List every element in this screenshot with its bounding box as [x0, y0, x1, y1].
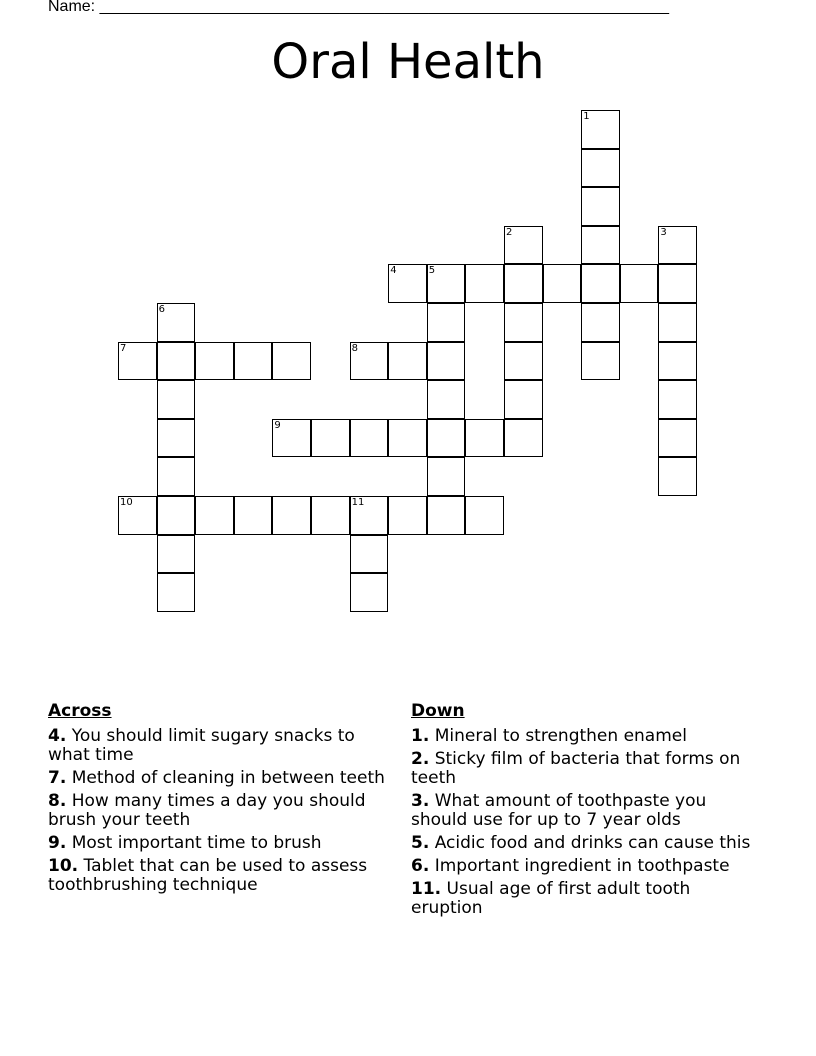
- grid-cell[interactable]: [157, 457, 196, 496]
- down-clue: [411, 880, 761, 918]
- grid-cell[interactable]: [658, 264, 697, 303]
- grid-cell[interactable]: [388, 342, 427, 381]
- clue-text: How many times a day you should brush your teeth: [48, 791, 366, 830]
- across-clue-list: [48, 727, 393, 895]
- clue-number-label: 3.: [411, 791, 430, 811]
- clue-number: 6: [158, 304, 165, 315]
- grid-cell[interactable]: [427, 457, 466, 496]
- clue-text: Most important time to brush: [66, 833, 322, 853]
- grid-cell[interactable]: [157, 303, 196, 342]
- down-clue: [411, 857, 761, 876]
- grid-cell[interactable]: [195, 342, 234, 381]
- grid-cell[interactable]: [157, 535, 196, 574]
- grid-cell[interactable]: [581, 226, 620, 265]
- clue-text: Mineral to strengthen enamel: [429, 726, 687, 746]
- clue-text: Usual age of first adult tooth eruption: [411, 879, 691, 918]
- across-heading: Across: [48, 701, 112, 721]
- grid-cell[interactable]: [157, 419, 196, 458]
- grid-cell[interactable]: [427, 380, 466, 419]
- clue-number: 7: [120, 342, 127, 354]
- down-clue-list: [411, 727, 761, 918]
- clue-number-label: 6.: [411, 856, 430, 876]
- grid-cell[interactable]: [581, 342, 620, 381]
- grid-cell[interactable]: [658, 457, 697, 496]
- grid-cell[interactable]: [311, 419, 350, 458]
- grid-cell[interactable]: [195, 496, 234, 535]
- grid-cell[interactable]: [388, 496, 427, 535]
- clue-text: Method of cleaning in between teeth: [66, 768, 385, 788]
- clue-number-label: 2.: [411, 749, 430, 769]
- grid-cell[interactable]: [157, 342, 196, 381]
- clue-text: Tablet that can be used to assess toothbrushing technique: [48, 856, 368, 895]
- clue-number-label: 9.: [48, 833, 67, 853]
- clue-number: 5: [428, 265, 436, 277]
- grid-cell[interactable]: [465, 496, 504, 535]
- down-clue: [411, 727, 761, 746]
- grid-cell[interactable]: [118, 496, 157, 535]
- clue-number-label: 8.: [48, 791, 67, 811]
- across-clues: [48, 702, 393, 899]
- grid-cell[interactable]: [157, 380, 196, 419]
- across-clue: [48, 834, 393, 853]
- grid-cell[interactable]: [581, 187, 620, 226]
- clue-number: 9: [274, 419, 281, 431]
- down-heading: Down: [411, 701, 465, 721]
- grid-cell[interactable]: [504, 303, 543, 342]
- grid-cell[interactable]: [504, 264, 543, 303]
- grid-cell[interactable]: [427, 303, 466, 342]
- down-clue: [411, 750, 761, 788]
- clue-number: 4: [390, 265, 397, 277]
- grid-cell[interactable]: [504, 342, 543, 381]
- grid-cell[interactable]: [350, 573, 389, 612]
- grid-cell[interactable]: [543, 264, 582, 303]
- grid-cell[interactable]: [465, 264, 504, 303]
- clue-number: 10: [120, 497, 133, 508]
- clue-number-label: 7.: [48, 768, 67, 788]
- clue-text: You should limit sugary snacks to what time: [48, 726, 355, 765]
- grid-cell[interactable]: [350, 496, 389, 535]
- grid-cell[interactable]: [157, 496, 196, 535]
- across-clue: [48, 769, 393, 788]
- name-field-label: Name: ________________________________________________________________: [48, 0, 670, 15]
- clue-text: Sticky film of bacteria that forms on teeth: [411, 749, 741, 788]
- across-clue: [48, 727, 393, 765]
- down-clues: [411, 702, 761, 922]
- grid-cell[interactable]: [427, 264, 466, 303]
- across-clue: [48, 857, 393, 895]
- grid-cell[interactable]: [658, 226, 697, 265]
- grid-cell[interactable]: [581, 110, 620, 149]
- clue-number-label: 10.: [48, 856, 79, 876]
- grid-cell[interactable]: [388, 419, 427, 458]
- grid-cell[interactable]: [620, 264, 659, 303]
- clue-number-label: 4.: [48, 726, 67, 746]
- clue-number: 8: [351, 342, 358, 354]
- down-clue: [411, 792, 761, 830]
- grid-cell[interactable]: [157, 573, 196, 612]
- grid-cell[interactable]: [658, 342, 697, 381]
- page-title: Oral Health: [271, 34, 545, 90]
- grid-cell[interactable]: [272, 496, 311, 535]
- grid-cell[interactable]: [504, 226, 543, 265]
- down-clue: [411, 834, 761, 853]
- grid-cell[interactable]: [311, 496, 350, 535]
- grid-cell[interactable]: [427, 496, 466, 535]
- grid-cell[interactable]: [350, 342, 389, 381]
- grid-cell[interactable]: [504, 380, 543, 419]
- grid-cell[interactable]: [427, 342, 466, 381]
- grid-cell[interactable]: [350, 535, 389, 574]
- grid-cell[interactable]: [581, 264, 620, 303]
- across-clue: [48, 792, 393, 830]
- clue-number-label: 11.: [411, 879, 442, 899]
- grid-cell[interactable]: [350, 419, 389, 458]
- grid-cell[interactable]: [388, 264, 427, 303]
- grid-cell[interactable]: [234, 342, 273, 381]
- grid-cell[interactable]: [581, 149, 620, 188]
- clue-text: Acidic food and drinks can cause this: [429, 833, 751, 853]
- clue-number: 11: [351, 497, 365, 508]
- clue-text: What amount of toothpaste you should use for up to 7 year olds: [411, 791, 707, 830]
- grid-cell[interactable]: [465, 419, 504, 458]
- grid-cell[interactable]: [234, 496, 273, 535]
- clue-number: 1: [583, 111, 590, 122]
- grid-cell[interactable]: [504, 419, 543, 458]
- grid-cell[interactable]: [658, 419, 697, 458]
- clue-number-label: 1.: [411, 726, 430, 746]
- clue-number: 3: [660, 226, 667, 238]
- grid-cell[interactable]: [272, 419, 311, 458]
- grid-cell[interactable]: [427, 419, 466, 458]
- grid-cell[interactable]: [658, 303, 697, 342]
- grid-cell[interactable]: [272, 342, 311, 381]
- clue-number: 2: [506, 226, 513, 238]
- clue-text: Important ingredient in toothpaste: [429, 856, 730, 876]
- grid-cell[interactable]: [581, 303, 620, 342]
- clue-number-label: 5.: [411, 833, 430, 853]
- grid-cell[interactable]: [658, 380, 697, 419]
- grid-cell[interactable]: [118, 342, 157, 381]
